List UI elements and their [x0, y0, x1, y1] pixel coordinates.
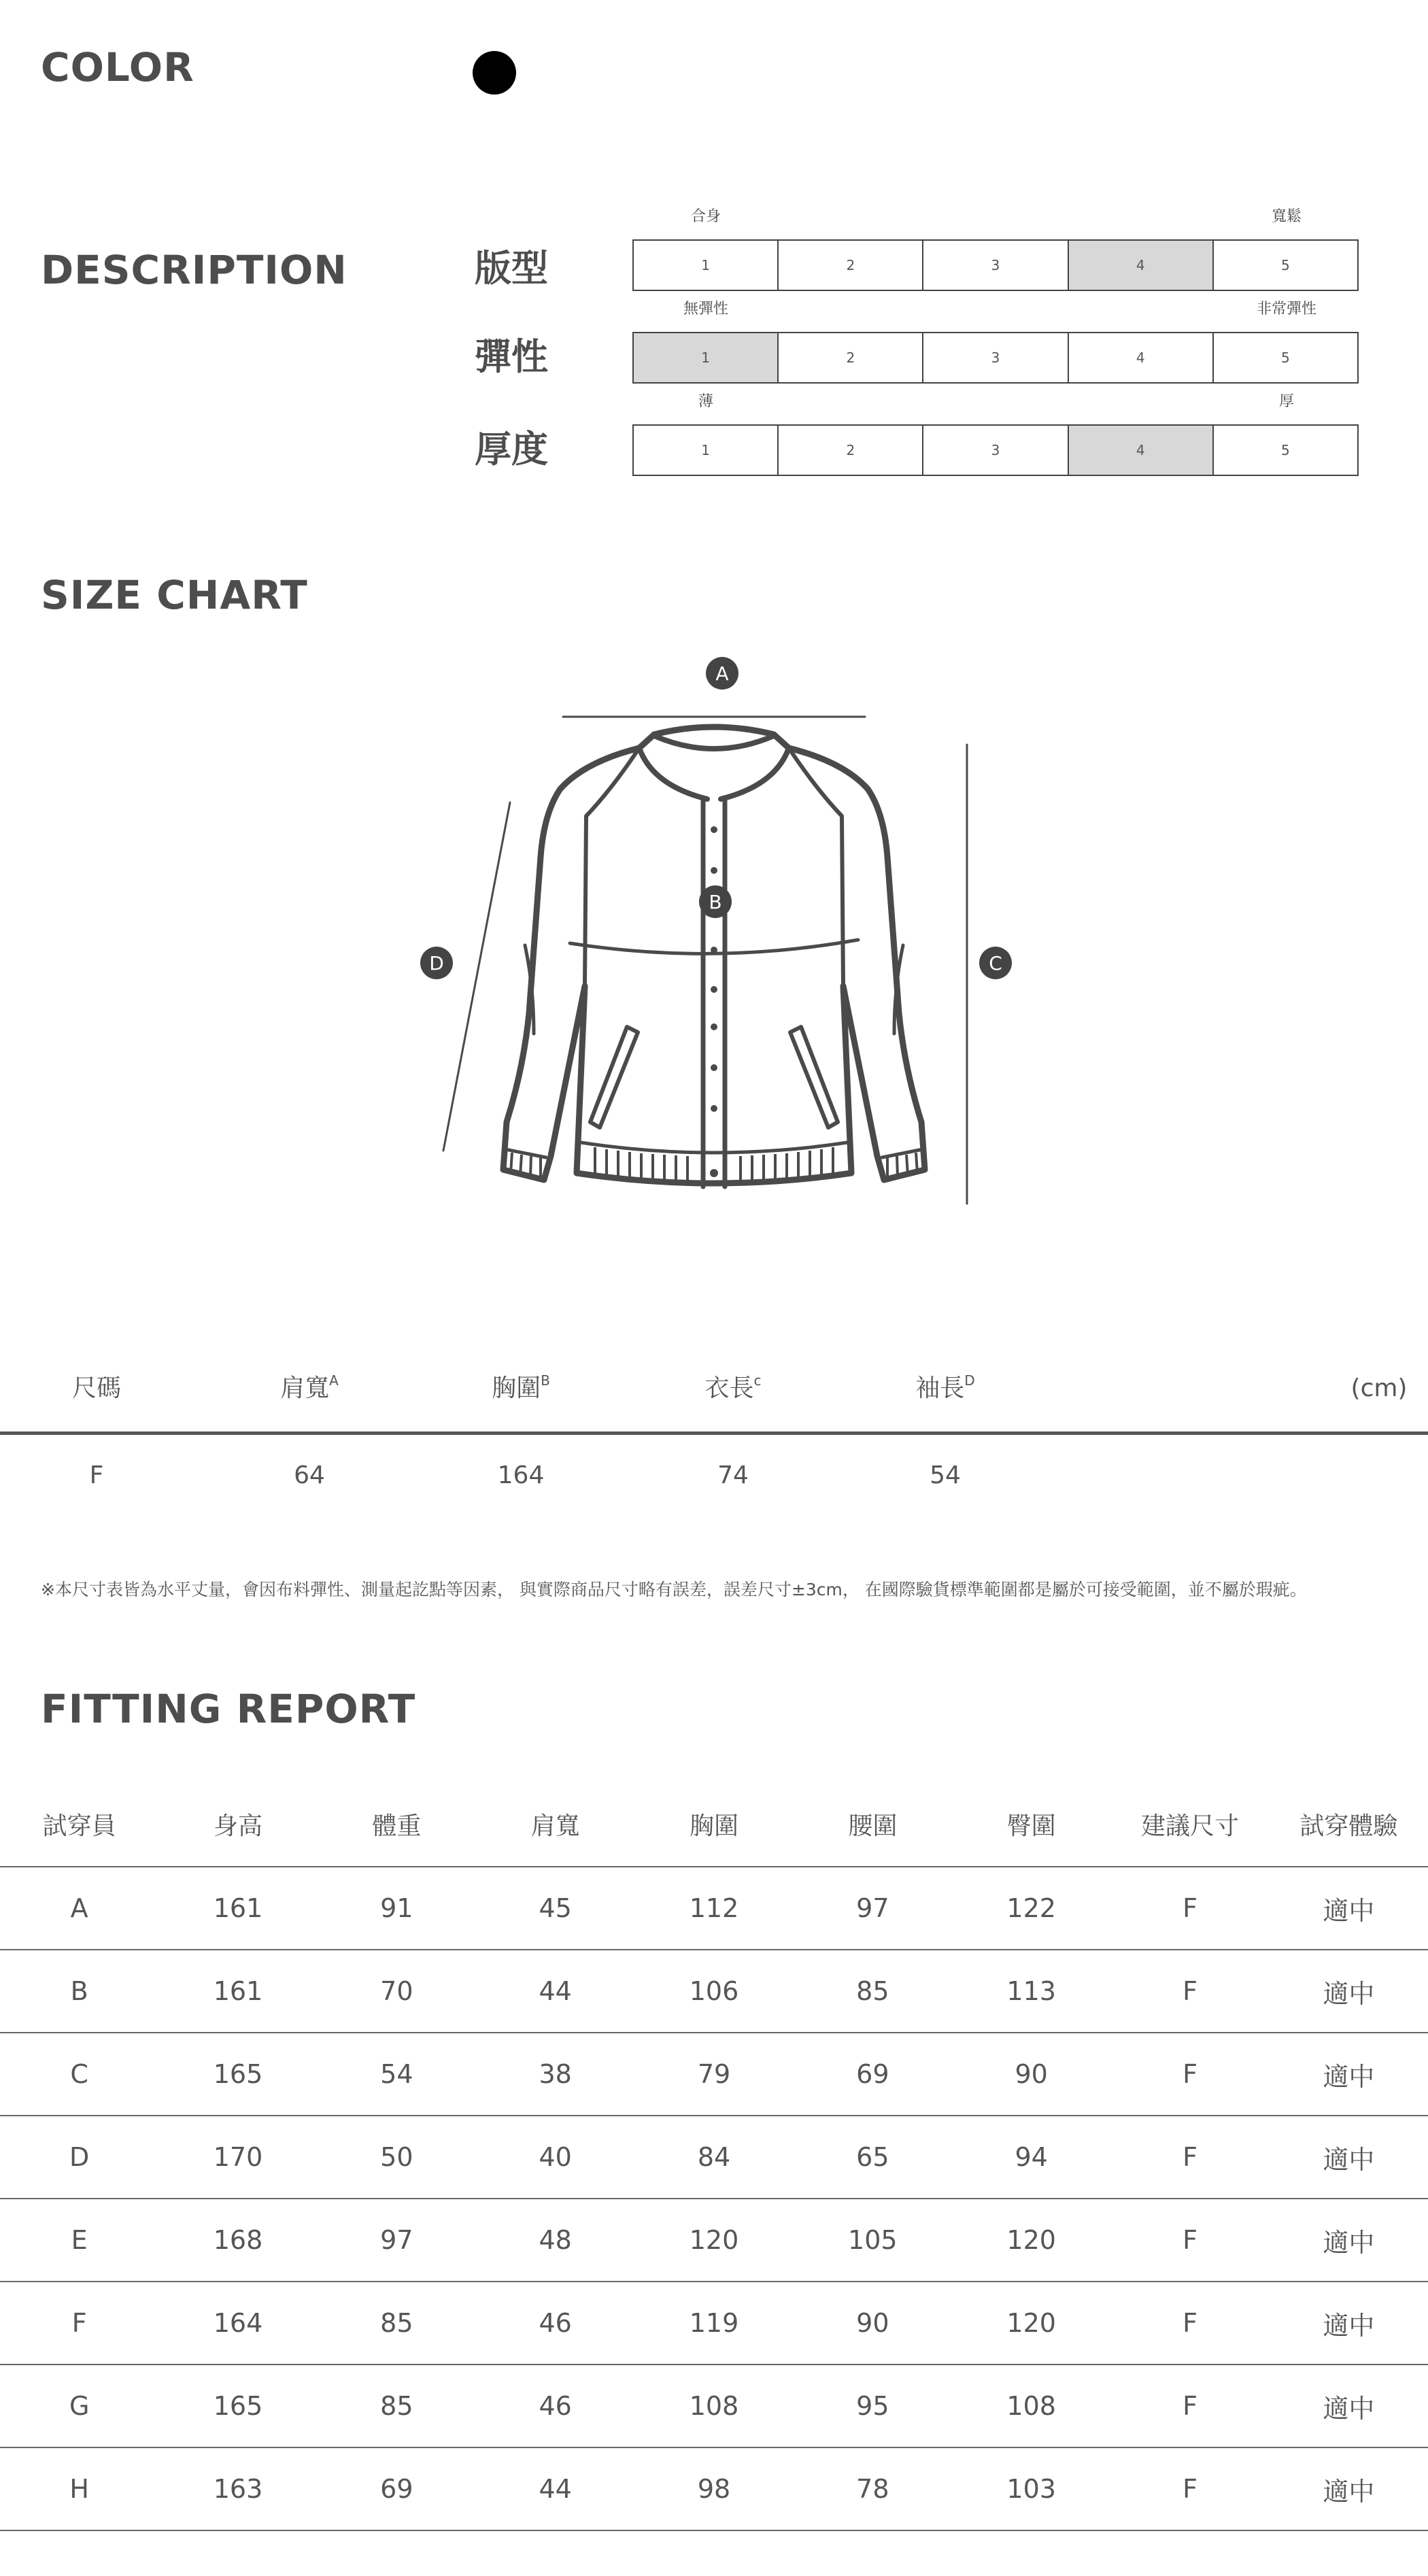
attribute-label: 彈性	[475, 335, 548, 378]
table-cell: 40	[539, 2142, 572, 2172]
size-header-label: 衣長	[704, 1374, 754, 1402]
fitting-header-cell: 胸圍	[689, 1812, 738, 1840]
table-cell: 69	[380, 2474, 413, 2504]
table-cell: 65	[856, 2142, 889, 2172]
table-row	[0, 2033, 1428, 2116]
marker-c: C	[979, 947, 1012, 979]
table-cell: 122	[1006, 1893, 1056, 1923]
attribute-label: 版型	[475, 247, 548, 290]
table-cell: F	[1183, 2308, 1197, 2338]
table-cell: 適中	[1323, 2227, 1375, 2258]
table-cell: 120	[1006, 2225, 1056, 2255]
table-cell: 69	[856, 2059, 889, 2089]
color-heading: COLOR	[41, 44, 194, 90]
table-row	[0, 2448, 1428, 2531]
table-cell: F	[1183, 2059, 1197, 2089]
table-cell: 44	[539, 1976, 572, 2006]
size-value-cell: 74	[717, 1461, 749, 1489]
description-heading: DESCRIPTION	[41, 247, 347, 293]
scale-high-label: 寬鬆	[1271, 208, 1302, 225]
table-cell: E	[71, 2225, 88, 2255]
table-cell: 84	[697, 2142, 731, 2172]
table-cell: 適中	[1323, 2310, 1375, 2341]
table-row	[0, 2199, 1428, 2282]
table-cell: F	[1183, 1893, 1197, 1923]
table-cell: 79	[697, 2059, 731, 2089]
scale-cell: 5	[1281, 442, 1290, 458]
fitting-header-row	[0, 1782, 1428, 1867]
table-cell: H	[69, 2474, 89, 2504]
table-cell: 98	[697, 2474, 731, 2504]
size-header-label: 肩寬	[280, 1374, 330, 1402]
size-header-cell	[704, 1372, 762, 1402]
scale-cell: 1	[634, 333, 779, 382]
table-cell: 94	[1015, 2142, 1048, 2172]
table-cell: 90	[856, 2308, 889, 2338]
table-cell: 46	[539, 2391, 572, 2421]
marker-d: D	[420, 947, 453, 979]
table-cell: 165	[213, 2391, 263, 2421]
fitting-header-cell: 腰圍	[848, 1812, 898, 1840]
table-cell: 78	[856, 2474, 889, 2504]
size-header-marker: c	[753, 1372, 762, 1389]
table-cell: 161	[213, 1976, 263, 2006]
table-cell: 54	[380, 2059, 413, 2089]
table-row	[0, 2116, 1428, 2199]
size-value-cell: F	[89, 1461, 104, 1489]
scale-cell: 4	[1069, 333, 1214, 382]
size-value-cell: 54	[930, 1461, 961, 1489]
size-header-cell	[492, 1372, 550, 1402]
table-cell: 50	[380, 2142, 413, 2172]
table-cell: 適中	[1323, 2476, 1375, 2507]
jacket-diagram	[408, 646, 1020, 1231]
table-cell: 適中	[1323, 2061, 1375, 2092]
scale-low-label: 合身	[690, 208, 721, 225]
table-row	[0, 1950, 1428, 2033]
table-cell: 85	[380, 2391, 413, 2421]
marker-a: A	[706, 657, 738, 690]
fitting-header-cell: 肩寬	[530, 1812, 580, 1840]
table-cell: 112	[689, 1893, 739, 1923]
color-swatch-black[interactable]	[473, 51, 516, 95]
size-header-label: 胸圍	[492, 1374, 541, 1402]
scale-high-label: 非常彈性	[1256, 301, 1317, 318]
scale-cell: 3	[923, 333, 1068, 382]
table-cell: 164	[213, 2308, 263, 2338]
table-cell: 106	[689, 1976, 739, 2006]
scale-cell: 1	[634, 241, 779, 290]
scale-cell: 2	[779, 333, 923, 382]
table-cell: 97	[380, 2225, 413, 2255]
size-header-label: 尺碼	[71, 1374, 122, 1402]
fitting-header-cell: 建議尺寸	[1140, 1812, 1239, 1840]
table-cell: 120	[1006, 2308, 1056, 2338]
table-cell: G	[69, 2391, 90, 2421]
size-note: ※本尺寸表皆為水平丈量，會因布料彈性、測量起訖點等因素， 與實際商品尺寸略有誤差，誤差尺寸±3cm， 在國際驗貨標準範圍都是屬於可接受範圍，並不屬於瑕疵。	[41, 1580, 1307, 1599]
fitting-header-cell: 身高	[213, 1812, 262, 1840]
table-cell: 85	[856, 1976, 889, 2006]
table-cell: 適中	[1323, 1978, 1375, 2009]
scale-cell: 1	[634, 426, 779, 475]
fitting-header-cell: 試穿體驗	[1299, 1812, 1398, 1840]
table-cell: 85	[380, 2308, 413, 2338]
fitting-header-cell: 體重	[372, 1812, 422, 1840]
attribute-scale	[632, 332, 1359, 384]
fitting-header-cell: 試穿員	[42, 1812, 116, 1840]
size-header-marker: A	[329, 1372, 339, 1389]
table-cell: 170	[213, 2142, 263, 2172]
table-cell: 90	[1015, 2059, 1048, 2089]
table-cell: 165	[213, 2059, 263, 2089]
scale-high-label: 厚	[1278, 393, 1295, 410]
table-row	[0, 2282, 1428, 2365]
table-cell: 適中	[1323, 2144, 1375, 2175]
table-cell: 108	[1006, 2391, 1056, 2421]
table-cell: 161	[213, 1893, 263, 1923]
scale-cell: 2	[779, 426, 923, 475]
size-header-marker: B	[541, 1372, 550, 1389]
table-cell: 168	[213, 2225, 263, 2255]
table-cell: 適中	[1323, 2393, 1375, 2424]
fitting-report-heading: FITTING REPORT	[41, 1686, 416, 1732]
table-cell: F	[71, 2308, 87, 2338]
table-cell: C	[70, 2059, 88, 2089]
table-cell: 44	[539, 2474, 572, 2504]
table-cell: 適中	[1323, 1895, 1375, 1926]
scale-cell: 5	[1281, 350, 1290, 366]
table-cell: 120	[689, 2225, 739, 2255]
fitting-report-table	[0, 1782, 1428, 2531]
table-cell: 46	[539, 2308, 572, 2338]
table-cell: 119	[689, 2308, 739, 2338]
size-header-cell	[915, 1372, 975, 1402]
table-cell: 103	[1006, 2474, 1056, 2504]
table-cell: 91	[380, 1893, 413, 1923]
scale-cell: 2	[779, 241, 923, 290]
scale-cell: 4	[1069, 426, 1214, 475]
scale-cell: 3	[923, 241, 1068, 290]
table-cell: 48	[539, 2225, 572, 2255]
table-cell: 163	[213, 2474, 263, 2504]
table-cell: 113	[1006, 1976, 1056, 2006]
attribute-scale	[632, 239, 1359, 291]
size-chart-heading: SIZE CHART	[41, 572, 308, 618]
size-header-label: 袖長	[915, 1374, 965, 1402]
sleeve-measure-line	[443, 802, 510, 1151]
table-cell: D	[69, 2142, 90, 2172]
size-header-cell	[280, 1372, 339, 1402]
size-header-marker: D	[964, 1372, 975, 1389]
table-cell: A	[70, 1893, 88, 1923]
table-row	[0, 2365, 1428, 2448]
unit-label: (cm)	[1350, 1374, 1408, 1402]
table-cell: 70	[380, 1976, 413, 2006]
table-cell: 105	[848, 2225, 898, 2255]
size-header-cell	[72, 1376, 121, 1401]
scale-cell: 5	[1281, 257, 1290, 273]
table-cell: F	[1183, 2225, 1197, 2255]
table-cell: B	[70, 1976, 88, 2006]
scale-low-label: 薄	[698, 393, 714, 410]
table-cell: F	[1183, 1976, 1197, 2006]
size-table-divider	[0, 1431, 1428, 1435]
table-row	[0, 1867, 1428, 1950]
table-cell: 97	[856, 1893, 889, 1923]
size-value-cell: 164	[497, 1461, 545, 1489]
table-cell: F	[1183, 2391, 1197, 2421]
table-cell: F	[1183, 2142, 1197, 2172]
scale-cell: 3	[923, 426, 1068, 475]
scale-low-label: 無彈性	[683, 301, 729, 318]
attribute-label: 厚度	[475, 428, 548, 471]
table-cell: 45	[539, 1893, 572, 1923]
table-cell: F	[1183, 2474, 1197, 2504]
attribute-scale	[632, 424, 1359, 476]
fitting-header-cell: 臀圍	[1006, 1812, 1056, 1840]
size-value-cell: 64	[294, 1461, 325, 1489]
table-cell: 95	[856, 2391, 889, 2421]
marker-b: B	[699, 885, 732, 918]
table-cell: 38	[539, 2059, 572, 2089]
table-cell: 108	[689, 2391, 739, 2421]
scale-cell: 4	[1069, 241, 1214, 290]
